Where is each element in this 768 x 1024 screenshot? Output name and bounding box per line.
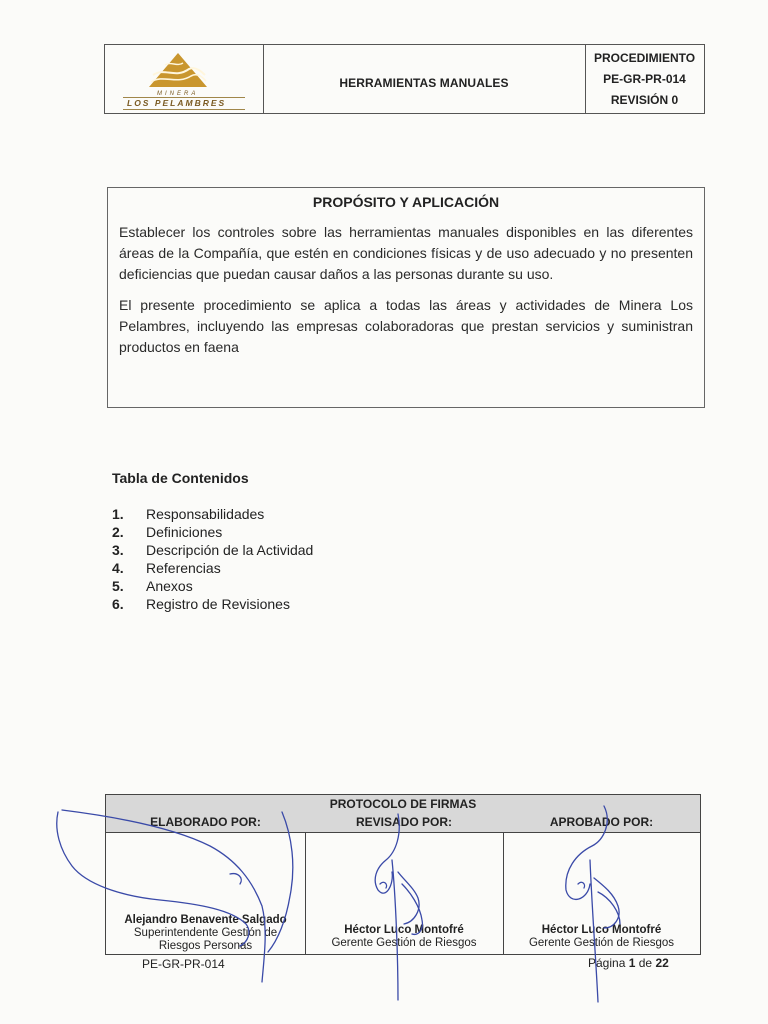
signer-role: Gerente Gestión de Riesgos <box>331 937 477 949</box>
doc-type: PROCEDIMIENTO <box>593 51 696 66</box>
toc-number: 1. <box>112 506 124 522</box>
toc-number: 2. <box>112 524 124 540</box>
toc-label: Definiciones <box>146 524 223 540</box>
signature-details <box>305 924 503 950</box>
signature-details <box>503 924 700 950</box>
signature-column-revisado <box>305 813 504 954</box>
toc-item[interactable] <box>112 523 313 541</box>
toc-number: 6. <box>112 596 124 612</box>
signature-table <box>105 794 701 955</box>
page-of: de <box>638 956 653 970</box>
signature-table-heading: PROTOCOLO DE FIRMAS <box>106 795 700 814</box>
signature-column-elaborado <box>106 813 306 954</box>
footer-page-number <box>588 956 669 970</box>
document-code-block <box>585 45 704 113</box>
toc-item[interactable] <box>112 541 313 559</box>
signature-column-label: APROBADO POR: <box>503 813 700 833</box>
toc-label: Anexos <box>146 578 193 594</box>
purpose-paragraph-1: Establecer los controles sobre las herramientas manuales disponibles en las diferentes áreas de la Compañía, que estén en condiciones físicas y de uso adecuado y no presenten deficiencias que puedan causar daños a las personas durante su uso. <box>119 224 693 282</box>
toc-item[interactable] <box>112 505 313 523</box>
toc-label: Responsabilidades <box>146 506 265 522</box>
signer-role: Gerente Gestión de Riesgos <box>528 937 675 949</box>
signer-name: Héctor Luco Montofré <box>344 924 464 936</box>
toc-item[interactable] <box>112 595 313 613</box>
logo-text-minera: MINERA <box>157 91 199 97</box>
document-title: HERRAMIENTAS MANUALES <box>263 45 586 113</box>
signer-name: Héctor Luco Montofré <box>541 924 662 936</box>
purpose-heading: PROPÓSITO Y APLICACIÓN <box>312 194 500 210</box>
signer-role-cont: Riesgos Personas <box>158 940 253 952</box>
toc-item[interactable] <box>112 577 313 595</box>
signer-name: Alejandro Benavente Salgado <box>124 914 287 926</box>
document-header <box>104 44 705 114</box>
toc-number: 3. <box>112 542 124 558</box>
company-logo <box>105 45 264 113</box>
purpose-paragraph-2: El presente procedimiento se aplica a todas las áreas y actividades de Minera Los Pelambres, incluyendo las empresas colaboradoras que prestan servicios y suministran productos en faena <box>119 297 693 355</box>
doc-revision: REVISIÓN 0 <box>610 92 679 107</box>
logo-text-los-pelambres: LOS PELAMBRES <box>127 98 227 108</box>
toc-number: 5. <box>112 578 124 594</box>
page-current: 1 <box>628 956 636 970</box>
toc-title: Tabla de Contenidos <box>112 470 249 486</box>
doc-code: PE-GR-PR-014 <box>603 71 686 86</box>
signature-details <box>106 914 305 953</box>
footer-doc-code: PE-GR-PR-014 <box>142 957 225 971</box>
logo-rule-bottom <box>123 109 245 110</box>
signature-column-aprobado <box>503 813 700 954</box>
toc-label: Registro de Revisiones <box>146 596 290 612</box>
toc-label: Descripción de la Actividad <box>146 542 314 558</box>
toc-number: 4. <box>112 560 124 576</box>
signer-role: Superintendente Gestión de <box>133 927 278 939</box>
toc-label: Referencias <box>146 560 221 576</box>
signature-column-label: REVISADO POR: <box>305 813 503 833</box>
signature-column-label: ELABORADO POR: <box>106 813 305 833</box>
toc-item[interactable] <box>112 559 313 577</box>
page-prefix: Página <box>588 956 626 970</box>
page-total: 22 <box>655 956 669 970</box>
purpose-box <box>107 187 705 408</box>
toc-list <box>112 505 313 613</box>
